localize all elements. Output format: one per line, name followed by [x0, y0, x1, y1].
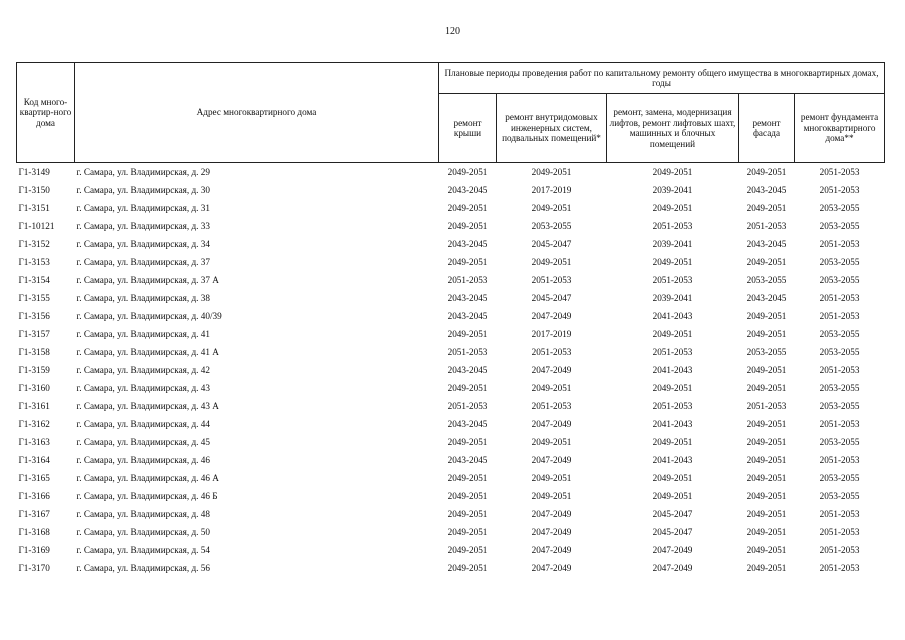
roof-period: 2043-2045 [447, 311, 488, 321]
roof-period: 2049-2051 [447, 221, 488, 231]
engineering-period: 2049-2051 [531, 437, 572, 447]
foundation-period: 2053-2055 [819, 383, 860, 393]
elevator-period: 2045-2047 [652, 509, 693, 519]
table-row [17, 253, 885, 271]
facade-period: 2043-2045 [746, 185, 787, 195]
house-address: г. Самара, ул. Владимирская, д. 46 Б [76, 491, 218, 501]
roof-period: 2049-2051 [447, 437, 488, 447]
engineering-period: 2047-2049 [531, 365, 572, 375]
foundation-period: 2051-2053 [819, 563, 860, 573]
facade-period: 2049-2051 [746, 257, 787, 267]
house-code: Г1-3162 [18, 419, 50, 429]
facade-period: 2049-2051 [746, 203, 787, 213]
roof-period: 2043-2045 [447, 293, 488, 303]
house-address: г. Самара, ул. Владимирская, д. 40/39 [76, 311, 222, 321]
table-row [17, 379, 885, 397]
elevator-period: 2049-2051 [652, 383, 693, 393]
house-address: г. Самара, ул. Владимирская, д. 43 А [76, 401, 219, 411]
engineering-period: 2049-2051 [531, 167, 572, 177]
engineering-period: 2047-2049 [531, 419, 572, 429]
table-row [17, 433, 885, 451]
house-code: Г1-3157 [18, 329, 50, 339]
house-code: Г1-3169 [18, 545, 50, 555]
table-row [17, 163, 885, 182]
elevator-period: 2041-2043 [652, 365, 693, 375]
table-row [17, 397, 885, 415]
foundation-period: 2051-2053 [819, 509, 860, 519]
house-address: г. Самара, ул. Владимирская, д. 46 [76, 455, 210, 465]
roof-period: 2049-2051 [447, 527, 488, 537]
house-code: Г1-3150 [18, 185, 50, 195]
table-row [17, 289, 885, 307]
facade-period: 2049-2051 [746, 383, 787, 393]
engineering-period: 2045-2047 [531, 293, 572, 303]
engineering-period: 2049-2051 [531, 491, 572, 501]
elevator-period: 2041-2043 [652, 311, 693, 321]
house-code: Г1-3159 [18, 365, 50, 375]
engineering-period: 2047-2049 [531, 455, 572, 465]
roof-period: 2049-2051 [447, 257, 488, 267]
table-row [17, 181, 885, 199]
table-row [17, 559, 885, 577]
foundation-period: 2053-2055 [819, 329, 860, 339]
elevator-period: 2049-2051 [652, 257, 693, 267]
facade-period: 2051-2053 [746, 221, 787, 231]
engineering-period: 2049-2051 [531, 473, 572, 483]
table-row [17, 217, 885, 235]
elevator-period: 2047-2049 [652, 563, 693, 573]
header-code: Код много-квартир-ного дома [17, 63, 75, 163]
facade-period: 2049-2051 [746, 509, 787, 519]
roof-period: 2049-2051 [447, 203, 488, 213]
house-address: г. Самара, ул. Владимирская, д. 46 А [76, 473, 219, 483]
roof-period: 2049-2051 [447, 167, 488, 177]
elevator-period: 2049-2051 [652, 203, 693, 213]
roof-period: 2051-2053 [447, 347, 488, 357]
foundation-period: 2053-2055 [819, 221, 860, 231]
facade-period: 2049-2051 [746, 167, 787, 177]
foundation-period: 2053-2055 [819, 275, 860, 285]
roof-period: 2051-2053 [447, 275, 488, 285]
facade-period: 2049-2051 [746, 437, 787, 447]
header-roof: ремонт крыши [439, 94, 497, 163]
house-code: Г1-3165 [18, 473, 50, 483]
house-address: г. Самара, ул. Владимирская, д. 38 [76, 293, 210, 303]
house-address: г. Самара, ул. Владимирская, д. 41 А [76, 347, 219, 357]
house-address: г. Самара, ул. Владимирская, д. 29 [76, 167, 210, 177]
roof-period: 2049-2051 [447, 473, 488, 483]
header-elevators: ремонт, замена, модернизация лифтов, ремонт лифтовых шахт, машинных и блочных помещений [607, 94, 739, 163]
foundation-period: 2053-2055 [819, 347, 860, 357]
header-facade: ремонт фасада [739, 94, 795, 163]
house-code: Г1-3167 [18, 509, 50, 519]
table-row [17, 415, 885, 433]
facade-period: 2049-2051 [746, 329, 787, 339]
engineering-period: 2045-2047 [531, 239, 572, 249]
header-address: Адрес многоквартирного дома [75, 63, 439, 163]
facade-period: 2051-2053 [746, 401, 787, 411]
table-row [17, 541, 885, 559]
foundation-period: 2051-2053 [819, 239, 860, 249]
house-address: г. Самара, ул. Владимирская, д. 43 [76, 383, 210, 393]
house-code: Г1-3156 [18, 311, 50, 321]
page-number: 120 [445, 26, 460, 37]
house-code: Г1-3152 [18, 239, 50, 249]
table-row [17, 505, 885, 523]
house-address: г. Самара, ул. Владимирская, д. 37 [76, 257, 210, 267]
house-code: Г1-3155 [18, 293, 50, 303]
elevator-period: 2049-2051 [652, 167, 693, 177]
house-code: Г1-10121 [18, 221, 55, 231]
repair-schedule-table [16, 62, 885, 577]
foundation-period: 2051-2053 [819, 185, 860, 195]
foundation-period: 2053-2055 [819, 437, 860, 447]
house-code: Г1-3166 [18, 491, 50, 501]
house-address: г. Самара, ул. Владимирская, д. 44 [76, 419, 210, 429]
elevator-period: 2051-2053 [652, 401, 693, 411]
facade-period: 2049-2051 [746, 527, 787, 537]
house-code: Г1-3158 [18, 347, 50, 357]
house-address: г. Самара, ул. Владимирская, д. 54 [76, 545, 210, 555]
elevator-period: 2041-2043 [652, 419, 693, 429]
facade-period: 2049-2051 [746, 473, 787, 483]
roof-period: 2049-2051 [447, 383, 488, 393]
foundation-period: 2051-2053 [819, 293, 860, 303]
house-address: г. Самара, ул. Владимирская, д. 48 [76, 509, 210, 519]
foundation-period: 2051-2053 [819, 455, 860, 465]
facade-period: 2049-2051 [746, 491, 787, 501]
elevator-period: 2049-2051 [652, 473, 693, 483]
roof-period: 2043-2045 [447, 365, 488, 375]
elevator-period: 2049-2051 [652, 491, 693, 501]
facade-period: 2053-2055 [746, 275, 787, 285]
elevator-period: 2039-2041 [652, 239, 693, 249]
header-foundation: ремонт фундамента многоквартирного дома** [795, 94, 885, 163]
table-row [17, 235, 885, 253]
foundation-period: 2051-2053 [819, 167, 860, 177]
house-code: Г1-3161 [18, 401, 50, 411]
engineering-period: 2049-2051 [531, 203, 572, 213]
roof-period: 2049-2051 [447, 509, 488, 519]
table-row [17, 451, 885, 469]
facade-period: 2043-2045 [746, 293, 787, 303]
house-code: Г1-3170 [18, 563, 50, 573]
foundation-period: 2051-2053 [819, 527, 860, 537]
elevator-period: 2047-2049 [652, 545, 693, 555]
engineering-period: 2051-2053 [531, 401, 572, 411]
facade-period: 2053-2055 [746, 347, 787, 357]
header-engineering: ремонт внутридомовых инженерных систем, подвальных помещений* [497, 94, 607, 163]
elevator-period: 2039-2041 [652, 293, 693, 303]
facade-period: 2049-2051 [746, 311, 787, 321]
roof-period: 2043-2045 [447, 239, 488, 249]
house-address: г. Самара, ул. Владимирская, д. 30 [76, 185, 210, 195]
house-code: Г1-3163 [18, 437, 50, 447]
table-header [17, 63, 885, 163]
table-row [17, 199, 885, 217]
foundation-period: 2051-2053 [819, 545, 860, 555]
roof-period: 2049-2051 [447, 329, 488, 339]
foundation-period: 2053-2055 [819, 491, 860, 501]
engineering-period: 2053-2055 [531, 221, 572, 231]
foundation-period: 2051-2053 [819, 311, 860, 321]
house-address: г. Самара, ул. Владимирская, д. 34 [76, 239, 210, 249]
house-code: Г1-3151 [18, 203, 50, 213]
engineering-period: 2047-2049 [531, 311, 572, 321]
house-code: Г1-3160 [18, 383, 50, 393]
house-address: г. Самара, ул. Владимирская, д. 31 [76, 203, 210, 213]
house-address: г. Самара, ул. Владимирская, д. 42 [76, 365, 210, 375]
header-group: Плановые периоды проведения работ по капитальному ремонту общего имущества в многоквартирных домах, годы [439, 63, 885, 94]
table-row [17, 343, 885, 361]
engineering-period: 2017-2019 [531, 185, 572, 195]
roof-period: 2043-2045 [447, 185, 488, 195]
engineering-period: 2047-2049 [531, 545, 572, 555]
table-row [17, 487, 885, 505]
table-row [17, 523, 885, 541]
engineering-period: 2047-2049 [531, 563, 572, 573]
facade-period: 2049-2051 [746, 419, 787, 429]
elevator-period: 2045-2047 [652, 527, 693, 537]
foundation-period: 2051-2053 [819, 365, 860, 375]
facade-period: 2049-2051 [746, 455, 787, 465]
table-body [17, 163, 885, 578]
table-row [17, 325, 885, 343]
elevator-period: 2049-2051 [652, 329, 693, 339]
house-address: г. Самара, ул. Владимирская, д. 33 [76, 221, 210, 231]
roof-period: 2049-2051 [447, 491, 488, 501]
facade-period: 2049-2051 [746, 545, 787, 555]
house-code: Г1-3168 [18, 527, 50, 537]
facade-period: 2043-2045 [746, 239, 787, 249]
engineering-period: 2017-2019 [531, 329, 572, 339]
table-row [17, 469, 885, 487]
elevator-period: 2049-2051 [652, 437, 693, 447]
house-code: Г1-3154 [18, 275, 50, 285]
table-row [17, 361, 885, 379]
house-address: г. Самара, ул. Владимирская, д. 50 [76, 527, 210, 537]
roof-period: 2043-2045 [447, 419, 488, 429]
house-code: Г1-3164 [18, 455, 50, 465]
elevator-period: 2051-2053 [652, 221, 693, 231]
elevator-period: 2041-2043 [652, 455, 693, 465]
facade-period: 2049-2051 [746, 365, 787, 375]
engineering-period: 2051-2053 [531, 347, 572, 357]
house-address: г. Самара, ул. Владимирская, д. 45 [76, 437, 210, 447]
house-code: Г1-3149 [18, 167, 50, 177]
house-code: Г1-3153 [18, 257, 50, 267]
foundation-period: 2053-2055 [819, 203, 860, 213]
facade-period: 2049-2051 [746, 563, 787, 573]
table-row [17, 271, 885, 289]
engineering-period: 2049-2051 [531, 383, 572, 393]
house-address: г. Самара, ул. Владимирская, д. 37 А [76, 275, 219, 285]
engineering-period: 2051-2053 [531, 275, 572, 285]
foundation-period: 2053-2055 [819, 473, 860, 483]
foundation-period: 2053-2055 [819, 401, 860, 411]
roof-period: 2049-2051 [447, 563, 488, 573]
foundation-period: 2053-2055 [819, 257, 860, 267]
roof-period: 2051-2053 [447, 401, 488, 411]
engineering-period: 2049-2051 [531, 257, 572, 267]
foundation-period: 2051-2053 [819, 419, 860, 429]
table-row [17, 307, 885, 325]
engineering-period: 2047-2049 [531, 509, 572, 519]
roof-period: 2049-2051 [447, 545, 488, 555]
house-address: г. Самара, ул. Владимирская, д. 56 [76, 563, 210, 573]
engineering-period: 2047-2049 [531, 527, 572, 537]
house-address: г. Самара, ул. Владимирская, д. 41 [76, 329, 210, 339]
roof-period: 2043-2045 [447, 455, 488, 465]
elevator-period: 2051-2053 [652, 347, 693, 357]
elevator-period: 2039-2041 [652, 185, 693, 195]
elevator-period: 2051-2053 [652, 275, 693, 285]
